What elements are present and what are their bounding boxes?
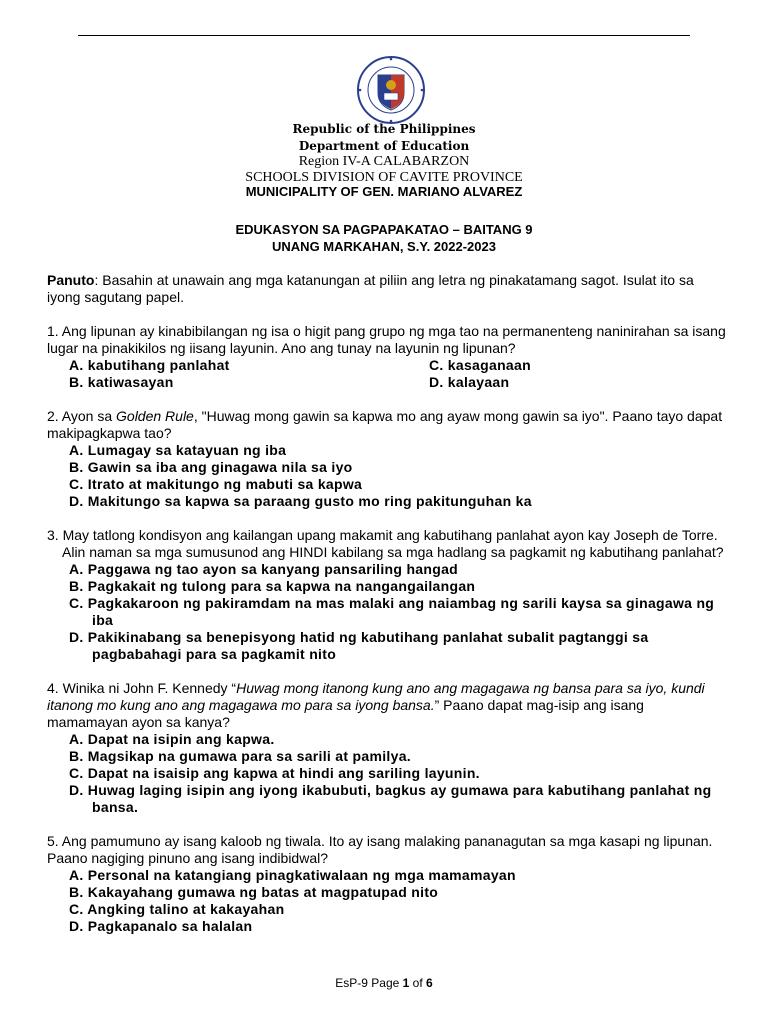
stem-part: 4. Winika ni John F. Kennedy “ — [47, 680, 237, 696]
deped-seal-logo — [356, 55, 426, 125]
choice-b: B. katiwasayan — [69, 374, 174, 390]
question-2 — [47, 408, 727, 510]
stem-quote: Huwag mong itanong kung ano ang magagawa ng bansa para sa iyo, kundi itanong mo kung ano ang magagawa mo para sa iyong bansa. — [47, 680, 705, 713]
footer-page-number: 1 — [402, 976, 410, 990]
header-division: SCHOOLS DIVISION OF CAVITE PROVINCE — [245, 170, 523, 185]
choice-b: B. Magsikap na gumawa para sa sarili at pamilya. — [69, 748, 411, 764]
choice-c: C. kasaganaan — [429, 357, 531, 373]
choice-a: A. kabutihang panlahat — [69, 357, 230, 373]
instructions-text: : Basahin at unawain ang mga katanungan at piliin ang letra ng pinakatamang sagot. Isulat ito sa iyong sagutang papel. — [47, 272, 694, 305]
exam-title: EDUKASYON SA PAGPAPAKATAO – BAITANG 9 — [235, 222, 533, 237]
choice-c: C. Dapat na isaisip ang kapwa at hindi ang sariling layunin. — [69, 765, 480, 781]
choice-d: D. Pakikinabang sa benepisyong hatid ng kabutihang panlahat subalit pagtanggi sa pagbabahagi para sa pagkamit nito — [69, 629, 649, 662]
header-department: Department of Education — [298, 139, 470, 153]
choice-b: B. Pagkakait ng tulong para sa kapwa na nangangailangan — [69, 578, 476, 594]
choice-a: A. Lumagay sa katayuan ng iba — [69, 442, 287, 458]
exam-subtitle: UNANG MARKAHAN, S.Y. 2022-2023 — [272, 239, 496, 254]
footer-of: of — [409, 976, 427, 990]
choice-d: D. Pagkapanalo sa halalan — [69, 918, 253, 934]
choice-d: D. Makitungo sa kapwa sa paraang gusto mo ring pakitunguhan ka — [69, 493, 532, 509]
choice-c: C. Pagkakaroon ng pakiramdam na mas malaki ang naiambag ng sarili kaysa sa ginagawa ng iba — [69, 595, 715, 628]
header-region: Region IV-A CALABARZON — [298, 154, 470, 169]
choice-b: B. Gawin sa iba ang ginagawa nila sa iyo — [69, 459, 353, 475]
choice-d: D. Huwag laging isipin ang iyong ikabubuti, bagkus ay gumawa para kabutihang panlahat ng bansa. — [69, 782, 712, 815]
question-stem: 3. May tatlong kondisyon ang kailangan upang makamit ang kabutihang panlahat ayon kay Joseph de Torre. Alin naman sa mga sumusunod ang HINDI kabilang sa mga hadlang sa pagkamit ng kabutihang panlahat? — [47, 527, 724, 560]
exam-content — [47, 272, 727, 952]
stem-part: 2. Ayon sa — [47, 408, 117, 424]
question-stem: 1. Ang lipunan ay kinabibilangan ng isa o higit pang grupo ng mga tao na permanenteng naninirahan sa isang lugar na pinakikilos ng iisang layunin. Ano ang tunay na layunin ng lipunan? — [47, 323, 726, 356]
footer-page-total: 6 — [426, 976, 433, 990]
top-rule — [78, 35, 690, 36]
stem-part: ” Paano dapat mag-isip ang isang mamamayan ayon sa kanya? — [47, 697, 644, 730]
choice-grid — [47, 357, 727, 391]
stem-emphasis: Golden Rule — [116, 408, 194, 424]
question-3 — [47, 527, 727, 663]
instructions — [47, 272, 727, 306]
stem-part: , "Huwag mong gawin sa kapwa mo ang ayaw mong gawin sa iyo". Paano tayo dapat makipagkapwa tao? — [47, 408, 723, 441]
choice-d: D. kalayaan — [429, 374, 510, 390]
question-stem — [47, 680, 727, 731]
question-4 — [47, 680, 727, 816]
question-stem: 5. Ang pamumuno ay isang kaloob ng tiwala. Ito ay isang malaking pananagutan sa mga kasapi ng lipunan. Paano nagiging pinuno ang isang indibidwal? — [47, 833, 713, 866]
question-1 — [47, 323, 727, 391]
question-stem — [47, 408, 727, 442]
choice-a: A. Paggawa ng tao ayon sa kanyang pansariling hangad — [69, 561, 459, 577]
footer-prefix: EsP-9 Page — [335, 976, 403, 990]
choice-a: A. Personal na katangiang pinagkatiwalaan ng mga mamamayan — [69, 867, 516, 883]
choice-c: C. Angking talino at kakayahan — [69, 901, 285, 917]
header-republic: Republic of the Philippines — [292, 122, 476, 136]
header-municipality: MUNICIPALITY OF GEN. MARIANO ALVAREZ — [245, 184, 523, 196]
question-5 — [47, 833, 727, 935]
page-footer — [0, 976, 768, 990]
choice-b: B. Kakayahang gumawa ng batas at magpatupad nito — [69, 884, 439, 900]
choice-c: C. Itrato at makitungo ng mabuti sa kapwa — [69, 476, 363, 492]
choice-a: A. Dapat na isipin ang kapwa. — [69, 731, 275, 747]
instructions-label: Panuto — [47, 272, 95, 288]
